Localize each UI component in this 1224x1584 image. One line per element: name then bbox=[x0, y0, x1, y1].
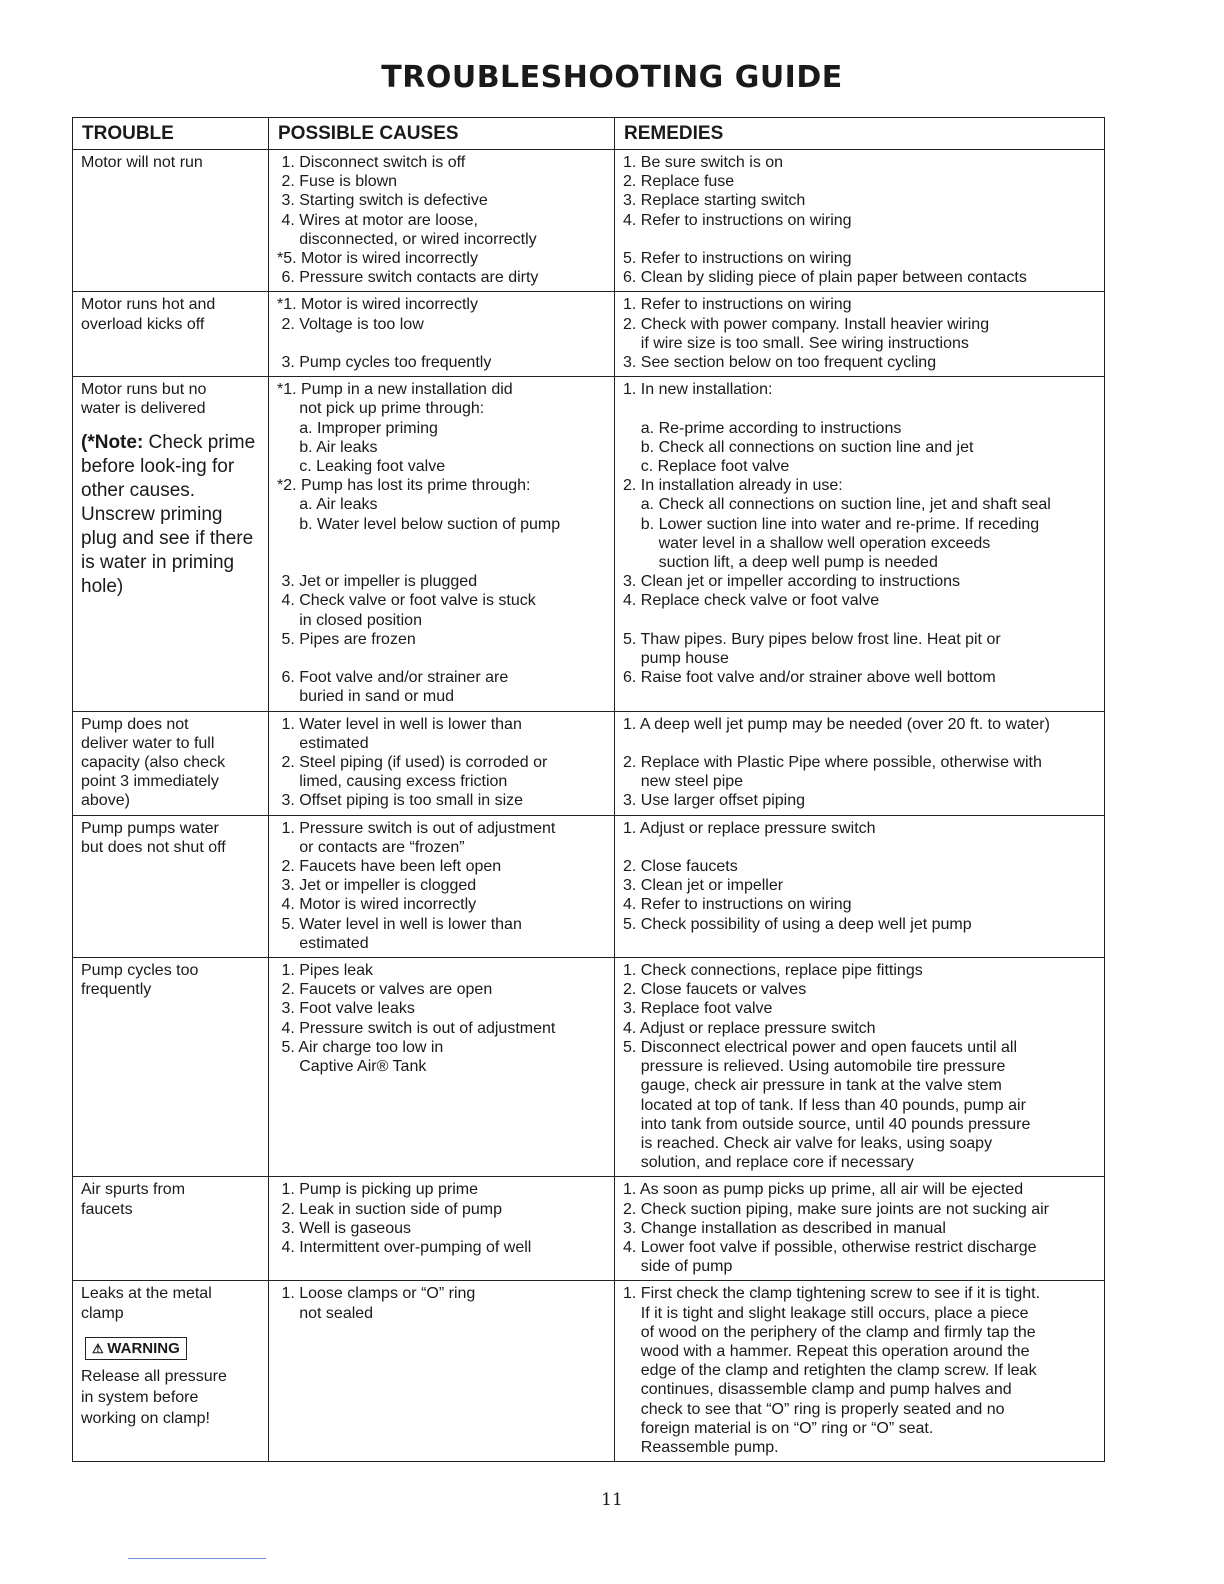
cause-line: not pick up prime through: bbox=[277, 400, 485, 418]
table-row bbox=[73, 150, 1105, 292]
remedy-line: edge of the clamp and retighten the clamp screw. If leak bbox=[623, 1362, 1037, 1380]
warning-line: Release all pressure bbox=[81, 1367, 227, 1385]
remedies-cell bbox=[615, 377, 1105, 711]
cause-line: estimated bbox=[277, 934, 369, 952]
warning-triangle-icon: ⚠ bbox=[92, 1340, 108, 1356]
cause-line: 1. Pressure switch is out of adjustment bbox=[277, 819, 556, 837]
trouble-line: Air spurts from bbox=[81, 1181, 186, 1199]
trouble-line: frequently bbox=[81, 981, 152, 999]
remedies-cell bbox=[615, 711, 1105, 815]
warning-text bbox=[81, 1366, 260, 1429]
remedy-line: 3. Use larger offset piping bbox=[623, 792, 806, 810]
cause-line: 3. Jet or impeller is clogged bbox=[277, 877, 477, 895]
remedy-line: 4. Refer to instructions on wiring bbox=[623, 896, 852, 914]
trouble-cell bbox=[73, 958, 269, 1177]
footer-rule bbox=[128, 1558, 266, 1559]
cause-line: c. Leaking foot valve bbox=[277, 458, 446, 476]
remedy-line: of wood on the periphery of the clamp and firmly tap the bbox=[623, 1323, 1036, 1341]
note-text: Check prime before look-ing for other causes. Unscrew priming plug and see if there is water in priming hole) bbox=[81, 431, 256, 597]
remedy-line: suction lift, a deep well pump is needed bbox=[623, 554, 938, 572]
trouble-cell bbox=[73, 1177, 269, 1281]
remedy-line: 1. Adjust or replace pressure switch bbox=[623, 819, 876, 837]
warning-line: in system before bbox=[81, 1388, 199, 1406]
cause-line bbox=[277, 534, 606, 553]
remedy-line: 1. Check connections, replace pipe fittings bbox=[623, 962, 923, 980]
priming-note bbox=[81, 431, 260, 599]
remedy-line: new steel pipe bbox=[623, 773, 744, 791]
remedy-line: 4. Lower foot valve if possible, otherwise restrict discharge bbox=[623, 1238, 1037, 1256]
remedy-line: 2. Check suction piping, make sure joints are not sucking air bbox=[623, 1200, 1049, 1218]
trouble-line: point 3 immediately bbox=[81, 773, 219, 791]
remedy-line: b. Lower suction line into water and re-prime. If receding bbox=[623, 515, 1040, 533]
trouble-line: water is delivered bbox=[81, 400, 206, 418]
trouble-cell bbox=[73, 1281, 269, 1462]
cause-line: a. Improper priming bbox=[277, 419, 438, 437]
cause-line: 5. Air charge too low in bbox=[277, 1038, 444, 1056]
warning-badge bbox=[85, 1337, 187, 1360]
remedy-line: check to see that “O” ring is properly seated and no bbox=[623, 1400, 1005, 1418]
cause-line: *2. Pump has lost its prime through: bbox=[277, 477, 531, 495]
trouble-cell bbox=[73, 815, 269, 957]
note-label: (*Note: bbox=[81, 431, 144, 453]
cause-line: 3. Well is gaseous bbox=[277, 1219, 411, 1237]
remedy-line bbox=[623, 399, 1096, 418]
remedy-line: If it is tight and slight leakage still occurs, place a piece bbox=[623, 1304, 1029, 1322]
remedy-line: gauge, check air pressure in tank at the valve stem bbox=[623, 1077, 1002, 1095]
cause-line: 1. Water level in well is lower than bbox=[277, 715, 522, 733]
trouble-line: Pump cycles too bbox=[81, 962, 199, 980]
remedy-line: 3. Replace foot valve bbox=[623, 1000, 773, 1018]
cause-line: *5. Motor is wired incorrectly bbox=[277, 250, 478, 268]
trouble-cell bbox=[73, 292, 269, 377]
trouble-line: capacity (also check bbox=[81, 754, 226, 772]
causes-cell bbox=[269, 150, 615, 292]
cause-line: in closed position bbox=[277, 611, 422, 629]
remedy-line: 4. Adjust or replace pressure switch bbox=[623, 1019, 876, 1037]
causes-cell bbox=[269, 958, 615, 1177]
causes-cell bbox=[269, 1177, 615, 1281]
cause-line: 3. Offset piping is too small in size bbox=[277, 792, 524, 810]
cause-line: 2. Steel piping (if used) is corroded or bbox=[277, 754, 548, 772]
cause-line: 4. Motor is wired incorrectly bbox=[277, 896, 477, 914]
remedy-line: wood with a hammer. Repeat this operation around the bbox=[623, 1342, 1030, 1360]
remedy-line: located at top of tank. If less than 40 pounds, pump air bbox=[623, 1096, 1026, 1114]
trouble-line: Pump pumps water bbox=[81, 819, 219, 837]
remedy-line bbox=[623, 230, 1096, 249]
table-body bbox=[73, 150, 1105, 1462]
page-number: 11 bbox=[601, 1490, 623, 1510]
remedy-line: 6. Clean by sliding piece of plain paper between contacts bbox=[623, 269, 1027, 287]
causes-cell bbox=[269, 1281, 615, 1462]
warning-label: WARNING bbox=[107, 1339, 180, 1357]
cause-line bbox=[277, 553, 606, 572]
header-possible-causes: POSSIBLE CAUSES bbox=[269, 118, 615, 150]
header-trouble: TROUBLE bbox=[73, 118, 269, 150]
cause-line: b. Air leaks bbox=[277, 438, 378, 456]
cause-line: *1. Pump in a new installation did bbox=[277, 381, 513, 399]
trouble-cell bbox=[73, 711, 269, 815]
remedies-cell bbox=[615, 150, 1105, 292]
remedies-cell bbox=[615, 958, 1105, 1177]
cause-line bbox=[277, 649, 606, 668]
remedies-cell bbox=[615, 1281, 1105, 1462]
causes-cell bbox=[269, 292, 615, 377]
cause-line: 2. Fuse is blown bbox=[277, 173, 398, 191]
page-title: TROUBLESHOOTING GUIDE bbox=[381, 60, 843, 95]
remedy-line: solution, and replace core if necessary bbox=[623, 1154, 914, 1172]
remedy-line: 3. Replace starting switch bbox=[623, 192, 806, 210]
cause-line: 3. Foot valve leaks bbox=[277, 1000, 415, 1018]
remedy-line: c. Replace foot valve bbox=[623, 458, 790, 476]
cause-line: 2. Faucets or valves are open bbox=[277, 981, 493, 999]
remedy-line: a. Re-prime according to instructions bbox=[623, 419, 902, 437]
remedy-line: 2. In installation already in use: bbox=[623, 477, 843, 495]
cause-line: 4. Intermittent over-pumping of well bbox=[277, 1238, 532, 1256]
trouble-line: clamp bbox=[81, 1304, 124, 1322]
remedy-line: 5. Disconnect electrical power and open faucets until all bbox=[623, 1038, 1017, 1056]
remedy-line: 6. Raise foot valve and/or strainer above well bottom bbox=[623, 669, 996, 687]
header-remedies: REMEDIES bbox=[615, 118, 1105, 150]
trouble-cell bbox=[73, 150, 269, 292]
cause-line: 2. Faucets have been left open bbox=[277, 858, 502, 876]
cause-line: 5. Water level in well is lower than bbox=[277, 915, 522, 933]
cause-line: *1. Motor is wired incorrectly bbox=[277, 296, 478, 314]
cause-line: limed, causing excess friction bbox=[277, 773, 508, 791]
cause-line: 4. Wires at motor are loose, bbox=[277, 211, 478, 229]
remedy-line: 2. Check with power company. Install heavier wiring bbox=[623, 315, 990, 333]
trouble-line: Motor runs but no bbox=[81, 381, 207, 399]
remedy-line: 2. Replace with Plastic Pipe where possible, otherwise with bbox=[623, 754, 1042, 772]
cause-line: 3. Pump cycles too frequently bbox=[277, 354, 492, 372]
remedy-line: 2. Close faucets or valves bbox=[623, 981, 807, 999]
remedies-cell bbox=[615, 1177, 1105, 1281]
remedy-line bbox=[623, 734, 1096, 753]
trouble-line: overload kicks off bbox=[81, 315, 205, 333]
trouble-cell bbox=[73, 377, 269, 711]
remedy-line: 1. As soon as pump picks up prime, all air will be ejected bbox=[623, 1181, 1024, 1199]
table-row bbox=[73, 1177, 1105, 1281]
remedy-line: 3. See section below on too frequent cycling bbox=[623, 354, 937, 372]
trouble-line: Motor runs hot and bbox=[81, 296, 216, 314]
remedy-line: 1. A deep well jet pump may be needed (over 20 ft. to water) bbox=[623, 715, 1050, 733]
causes-cell bbox=[269, 711, 615, 815]
cause-line: 2. Voltage is too low bbox=[277, 315, 424, 333]
remedy-line bbox=[623, 838, 1096, 857]
remedy-line: 1. Be sure switch is on bbox=[623, 154, 784, 171]
remedy-line: foreign material is on “O” ring or “O” seat. bbox=[623, 1419, 934, 1437]
causes-cell bbox=[269, 815, 615, 957]
cause-line: a. Air leaks bbox=[277, 496, 378, 514]
cause-line: 1. Pipes leak bbox=[277, 962, 374, 980]
table-row bbox=[73, 711, 1105, 815]
cause-line: estimated bbox=[277, 734, 369, 752]
table-row bbox=[73, 377, 1105, 711]
cause-line: buried in sand or mud bbox=[277, 688, 454, 706]
remedy-line: 1. Refer to instructions on wiring bbox=[623, 296, 852, 314]
remedy-line: 3. Clean jet or impeller bbox=[623, 877, 784, 895]
table-row bbox=[73, 815, 1105, 957]
trouble-line: Pump does not bbox=[81, 715, 189, 733]
remedy-line: 1. In new installation: bbox=[623, 381, 773, 399]
table-row bbox=[73, 958, 1105, 1177]
cause-line: or contacts are “frozen” bbox=[277, 838, 465, 856]
remedy-line: pump house bbox=[623, 650, 729, 668]
cause-line: 3. Jet or impeller is plugged bbox=[277, 573, 478, 591]
trouble-line: faucets bbox=[81, 1200, 133, 1218]
cause-line: 1. Pump is picking up prime bbox=[277, 1181, 478, 1199]
remedy-line: water level in a shallow well operation exceeds bbox=[623, 534, 991, 552]
remedy-line: 5. Thaw pipes. Bury pipes below frost line. Heat pit or bbox=[623, 630, 1001, 648]
remedy-line bbox=[623, 611, 1096, 630]
cause-line bbox=[277, 334, 606, 353]
cause-line: disconnected, or wired incorrectly bbox=[277, 230, 537, 248]
remedy-line: 3. Clean jet or impeller according to instructions bbox=[623, 573, 961, 591]
remedy-line: 4. Replace check valve or foot valve bbox=[623, 592, 880, 610]
cause-line: 1. Disconnect switch is off bbox=[277, 154, 466, 171]
table-header-row bbox=[73, 118, 1105, 150]
remedy-line: side of pump bbox=[623, 1258, 733, 1276]
table-row bbox=[73, 1281, 1105, 1462]
remedy-line: 5. Refer to instructions on wiring bbox=[623, 250, 852, 267]
remedy-line: Reassemble pump. bbox=[623, 1438, 779, 1456]
remedy-line: 3. Change installation as described in manual bbox=[623, 1219, 946, 1237]
cause-line: 4. Check valve or foot valve is stuck bbox=[277, 592, 536, 610]
troubleshooting-table bbox=[72, 117, 1105, 1462]
remedy-line: 2. Replace fuse bbox=[623, 173, 735, 191]
cause-line: 3. Starting switch is defective bbox=[277, 192, 488, 210]
remedy-line: continues, disassemble clamp and pump halves and bbox=[623, 1381, 1012, 1399]
cause-line: b. Water level below suction of pump bbox=[277, 515, 561, 533]
remedy-line: b. Check all connections on suction line and jet bbox=[623, 438, 974, 456]
cause-line: not sealed bbox=[277, 1304, 374, 1322]
remedy-line: 1. First check the clamp tightening screw to see if it is tight. bbox=[623, 1285, 1041, 1303]
cause-line: 1. Loose clamps or “O” ring bbox=[277, 1285, 476, 1303]
remedies-cell bbox=[615, 292, 1105, 377]
cause-line: 6. Foot valve and/or strainer are bbox=[277, 669, 509, 687]
warning-line: working on clamp! bbox=[81, 1409, 210, 1427]
cause-line: 2. Leak in suction side of pump bbox=[277, 1200, 503, 1218]
trouble-line: above) bbox=[81, 792, 130, 810]
remedy-line: a. Check all connections on suction line, jet and shaft seal bbox=[623, 496, 1051, 514]
cause-line: 6. Pressure switch contacts are dirty bbox=[277, 269, 539, 287]
trouble-line: Leaks at the metal bbox=[81, 1285, 212, 1303]
remedies-cell bbox=[615, 815, 1105, 957]
trouble-line: but does not shut off bbox=[81, 838, 226, 856]
remedy-line: 4. Refer to instructions on wiring bbox=[623, 211, 852, 229]
remedy-line: if wire size is too small. See wiring instructions bbox=[623, 334, 969, 352]
causes-cell bbox=[269, 377, 615, 711]
table-row bbox=[73, 292, 1105, 377]
remedy-line: pressure is relieved. Using automobile tire pressure bbox=[623, 1058, 1006, 1076]
cause-line: 4. Pressure switch is out of adjustment bbox=[277, 1019, 556, 1037]
cause-line: 5. Pipes are frozen bbox=[277, 630, 416, 648]
remedy-line: into tank from outside source, until 40 pounds pressure bbox=[623, 1115, 1031, 1133]
trouble-line: deliver water to full bbox=[81, 734, 215, 752]
remedy-line: 5. Check possibility of using a deep well jet pump bbox=[623, 915, 972, 933]
trouble-line: Motor will not run bbox=[81, 154, 203, 171]
remedy-line: 2. Close faucets bbox=[623, 858, 738, 876]
remedy-line: is reached. Check air valve for leaks, using soapy bbox=[623, 1134, 993, 1152]
cause-line: Captive Air® Tank bbox=[277, 1058, 427, 1076]
